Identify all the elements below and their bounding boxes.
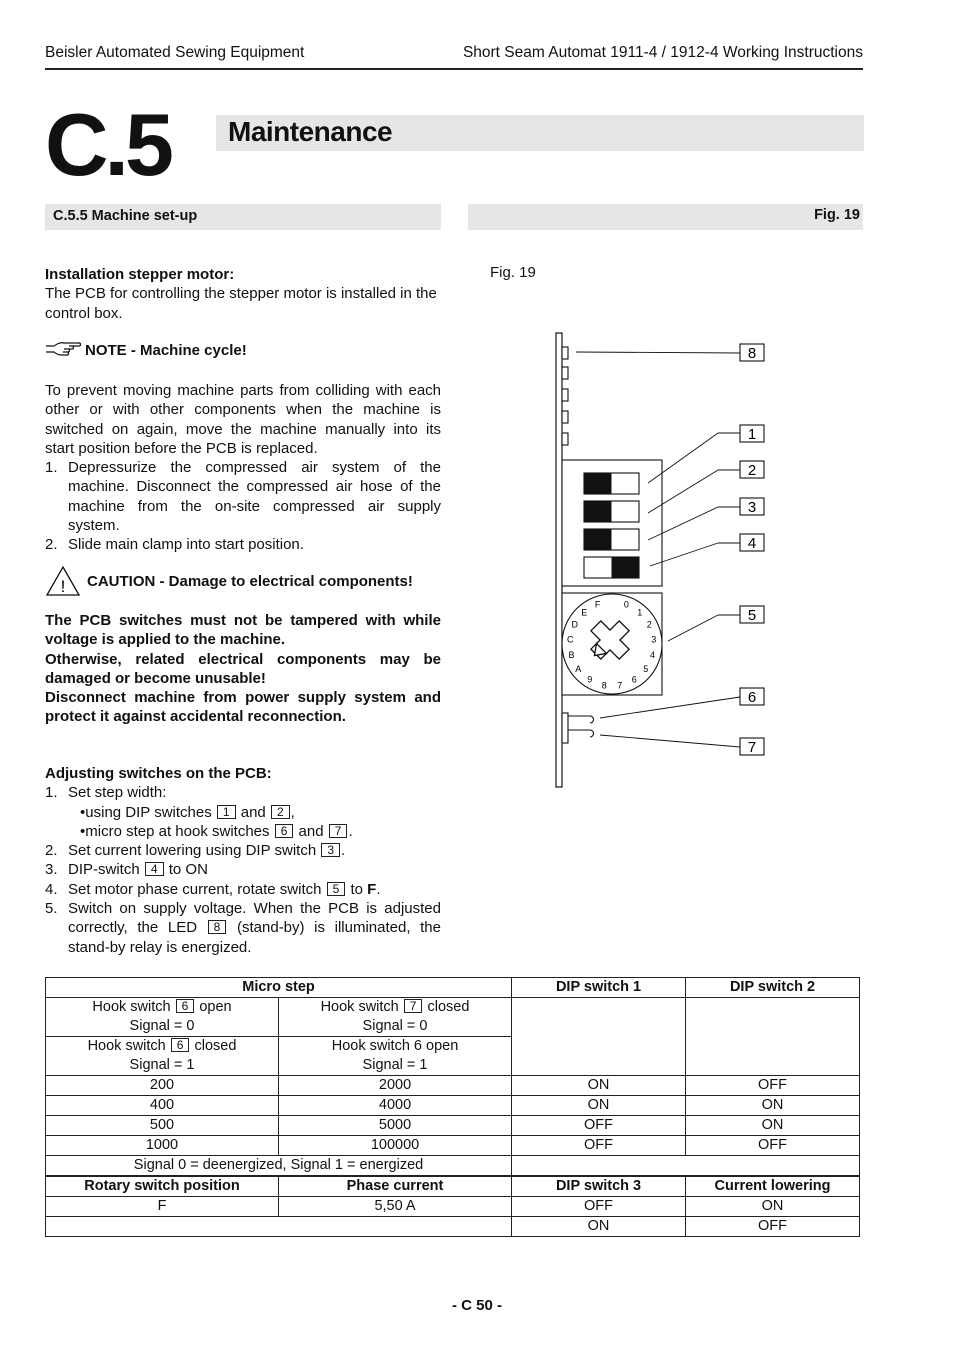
adjust-step: 2. Set current lowering using DIP switch 3 .	[45, 842, 346, 860]
section-title: C.5.5 Machine set-up	[53, 208, 198, 224]
led-row	[562, 347, 568, 445]
svg-text:7: 7	[747, 739, 757, 756]
chapter-number: C.5	[45, 95, 170, 194]
dial-label: 2	[646, 619, 652, 630]
installation-text: The PCB for controlling the stepper motor is installed in the control box.	[45, 285, 437, 322]
note-step: 1. Depressurize the compressed air system of the machine. Disconnect the compressed air hose of the machine from the on-site compressed air supply system.	[45, 459, 441, 535]
table-header: DIP switch 3	[512, 1176, 686, 1197]
table-cell: Hook switch 6 closed Signal = 1	[46, 1037, 279, 1076]
table-row: 500 5000 OFF ON	[46, 1116, 860, 1136]
pointing-hand-icon	[45, 341, 82, 364]
table-cell: Hook switch 6 open Signal = 0	[46, 998, 279, 1037]
figure-caption: Fig. 19	[490, 264, 536, 281]
note-text: To prevent moving machine parts from colliding with each other or with other components when the machine is switched on again, move the machine manually into its start position before the PCB is replaced.	[45, 382, 441, 457]
dial-label: C	[566, 634, 574, 645]
dial-label: 7	[617, 680, 623, 691]
dial-label: 6	[631, 674, 637, 685]
adjust-step: 4. Set motor phase current, rotate switch 5 to F.	[45, 880, 381, 898]
led-indicator	[562, 347, 568, 359]
table-header: DIP switch 2	[686, 978, 860, 998]
table-cell	[686, 998, 860, 1076]
installation-block	[45, 265, 441, 323]
svg-text:3: 3	[747, 499, 757, 516]
adjust-heading: Adjusting switches on the PCB:	[45, 765, 272, 782]
svg-text:8: 8	[747, 345, 757, 362]
figure-ref: Fig. 19	[814, 207, 860, 223]
dial-label: 5	[643, 664, 649, 675]
chapter-title: Maintenance	[228, 116, 393, 147]
table-header: DIP switch 1	[512, 978, 686, 998]
figure-bar	[468, 204, 863, 230]
svg-text:!: !	[60, 577, 66, 596]
settings-table	[45, 977, 860, 1237]
hook-switch-6	[568, 716, 594, 723]
table-row: 1000 100000 OFF OFF	[46, 1136, 860, 1156]
adjust-step: 1. Set step width:	[45, 784, 167, 802]
dial-label: 8	[601, 680, 607, 691]
svg-text:6: 6	[747, 689, 757, 706]
chapter-title-bar	[216, 115, 864, 151]
installation-heading: Installation stepper motor:	[45, 266, 235, 283]
caution-line: Otherwise, related electrical components may be damaged or become unusable!	[45, 650, 441, 687]
note-heading	[45, 341, 441, 364]
dip-switch-lever	[584, 473, 612, 494]
adjust-substep: •micro step at hook switches 6 and 7 .	[80, 822, 353, 840]
callout-labels	[740, 344, 764, 756]
table-row: ON OFF	[46, 1217, 860, 1237]
hook-switch-block	[562, 713, 568, 743]
note-label: NOTE - Machine cycle!	[85, 342, 247, 359]
table-row	[46, 1156, 860, 1177]
signal-note: Signal 0 = deenergized, Signal 1 = energized	[46, 1156, 512, 1177]
table-header: Micro step	[46, 978, 512, 998]
table-header: Rotary switch position	[46, 1176, 279, 1197]
dip-switch-lever	[584, 501, 612, 522]
dial-label: 9	[587, 674, 593, 685]
dial-label: 0	[623, 599, 629, 610]
table-header: Phase current	[279, 1176, 512, 1197]
note-step: 2. Slide main clamp into start position.	[45, 536, 304, 554]
table-row: F 5,50 A OFF ON	[46, 1197, 860, 1217]
dip-switch-lever	[612, 557, 640, 578]
dial-label: E	[581, 607, 588, 618]
page-number: - C 50 -	[451, 1297, 502, 1314]
adjust-substep: •using DIP switches 1 and 2 ,	[80, 803, 295, 821]
svg-text:1: 1	[747, 426, 757, 443]
dial-label: A	[575, 664, 582, 675]
dial-label: F	[594, 599, 601, 610]
dial-label: B	[568, 650, 575, 661]
adjust-step: 3. DIP-switch 4 to ON	[45, 861, 208, 879]
hook-switch-7	[568, 730, 594, 737]
adjust-block	[45, 764, 441, 957]
svg-text:4: 4	[747, 535, 757, 552]
dial-label: 1	[637, 607, 643, 618]
dip-switch-lever	[584, 529, 612, 550]
caution-body	[45, 611, 441, 727]
svg-text:2: 2	[747, 462, 757, 479]
note-body	[45, 381, 441, 555]
pcb-diagram	[540, 325, 780, 795]
table-row	[46, 998, 860, 1037]
pcb-board-edge	[556, 333, 562, 787]
svg-text:5: 5	[747, 607, 757, 624]
dial-label: 4	[649, 650, 656, 661]
header-rule	[45, 68, 863, 70]
dial-label: D	[571, 619, 578, 630]
caution-line: The PCB switches must not be tampered with while voltage is applied to the machine.	[45, 612, 441, 649]
dial-label: 3	[651, 634, 657, 645]
table-row: 400 4000 ON ON	[46, 1096, 860, 1116]
table-row: 200 2000 ON OFF	[46, 1076, 860, 1096]
table-cell	[512, 998, 686, 1076]
table-cell: Hook switch 7 closed Signal = 0	[279, 998, 512, 1037]
header-left: Beisler Automated Sewing Equipment	[45, 44, 305, 61]
table-cell: Hook switch 6 open Signal = 1	[279, 1037, 512, 1076]
section-bar	[45, 204, 441, 230]
warning-triangle-icon	[45, 565, 81, 602]
adjust-step: 5. Switch on supply voltage. When the PCB is adjusted correctly, the LED 8 (stand-by) is illuminated, the stand-by relay is energized.	[45, 900, 441, 956]
caution-line: Disconnect machine from power supply system and protect it against accidental reconnection.	[45, 689, 441, 726]
header-right: Short Seam Automat 1911-4 / 1912-4 Working Instructions	[462, 44, 863, 61]
caution-label: CAUTION - Damage to electrical components!	[87, 573, 413, 590]
table-header: Current lowering	[686, 1176, 860, 1197]
